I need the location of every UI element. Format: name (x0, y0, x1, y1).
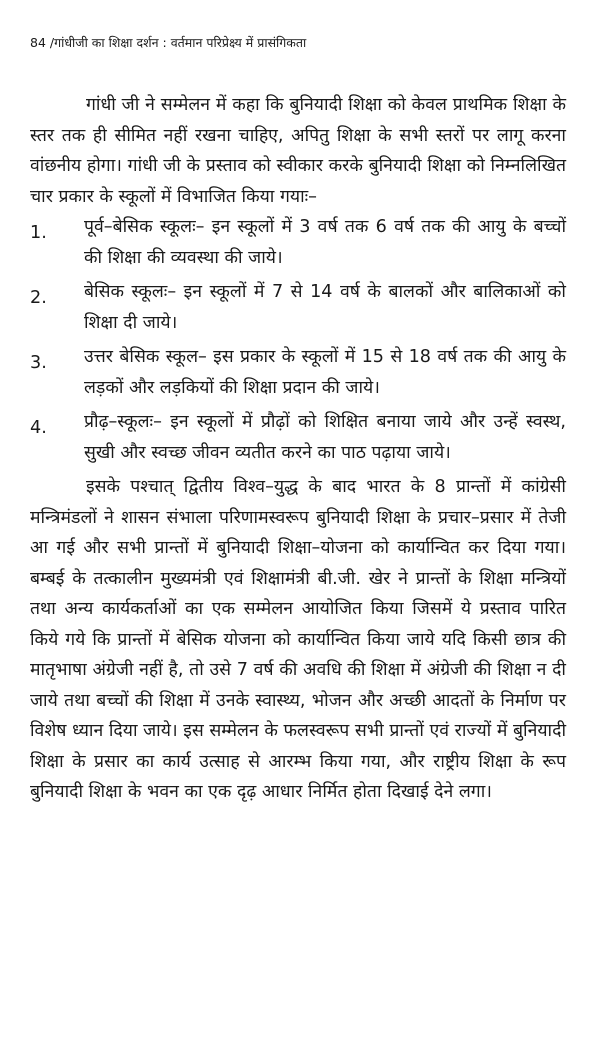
list-item-number: 1. (30, 223, 47, 243)
list-item (30, 277, 566, 338)
running-header: 84 /गांधीजी का शिक्षा दर्शन : वर्तमान परिप्रेक्ष्य में प्रासंगिकता (30, 35, 307, 50)
list-item-text: उत्तर बेसिक स्कूल– इस प्रकार के स्कूलों में 15 से 18 वर्ष तक की आयु के लड़कों और लड़कियों की शिक्षा प्रदान की जाये। (84, 347, 566, 398)
list-item-number: 3. (30, 353, 47, 373)
list-item-text: पूर्व–बेसिक स्कूलः– इन स्कूलों में 3 वर्ष तक 6 वर्ष तक की आयु के बच्चों की शिक्षा की व्यवस्था की जाये। (84, 217, 566, 268)
list-item (30, 212, 566, 273)
list-item-text: प्रौढ़–स्कूलः– इन स्कूलों में प्रौढ़ों को शिक्षित बनाया जाये और उन्हें स्वस्थ, सुखी और स्वच्छ जीवन व्यतीत करने का पाठ पढ़ाया जाये। (84, 412, 566, 463)
list-item-text: बेसिक स्कूलः– इन स्कूलों में 7 से 14 वर्ष के बालकों और बालिकाओं को शिक्षा दी जाये। (84, 282, 566, 333)
page-body (30, 90, 566, 808)
list-item-number: 4. (30, 418, 47, 438)
list-item (30, 342, 566, 403)
closing-paragraph: इसके पश्चात् द्वितीय विश्व–युद्ध के बाद भारत के 8 प्रान्तों में कांग्रेसी मन्त्रिमंडलों ने शासन संभाला परिणामस्वरूप बुनियादी शिक्षा के प्रचार–प्रसार में तेजी आ गई और सभी प्रान्तों में बुनियादी शिक्षा–योजना को कार्यान्वित कर दिया गया। बम्बई के तत्कालीन मुख्यमंत्री एवं शिक्षामंत्री बी.जी. खेर ने प्रान्तों के शिक्षा मन्त्रियों तथा अन्य कार्यकर्ताओं का एक सम्मेलन आयोजित किया जिसमें ये प्रस्ताव पारित किये गये कि प्रान्तों में बेसिक योजना को कार्यान्वित किया जाये यदि किसी छात्र की मातृभाषा अंग्रेजी नहीं है, तो उसे 7 वर्ष की अवधि की शिक्षा में अंग्रेजी की शिक्षा न दी जाये तथा बच्चों की शिक्षा में उनके स्वास्थ्य, भोजन और अच्छी आदतों के निर्माण पर विशेष ध्यान दिया जाये। इस सम्मेलन के फलस्वरूप सभी प्रान्तों एवं राज्यों में बुनियादी शिक्षा के प्रसार का कार्य उत्साह से आरम्भ किया गया, और राष्ट्रीय शिक्षा के रूप बुनियादी शिक्षा के भवन का एक दृढ़ आधार निर्मित होता दिखाई देने लगा। (30, 477, 566, 802)
intro-paragraph: गांधी जी ने सम्मेलन में कहा कि बुनियादी शिक्षा को केवल प्राथमिक शिक्षा के स्तर तक ही सीमित नहीं रखना चाहिए, अपितु शिक्षा के सभी स्तरों पर लागू करना वांछनीय होगा। गांधी जी के प्रस्ताव को स्वीकार करके बुनियादी शिक्षा को निम्नलिखित चार प्रकार के स्कूलों में विभाजित किया गयाः– (30, 95, 566, 207)
list-item-number: 2. (30, 288, 47, 308)
school-types-list (30, 212, 566, 468)
list-item (30, 407, 566, 468)
